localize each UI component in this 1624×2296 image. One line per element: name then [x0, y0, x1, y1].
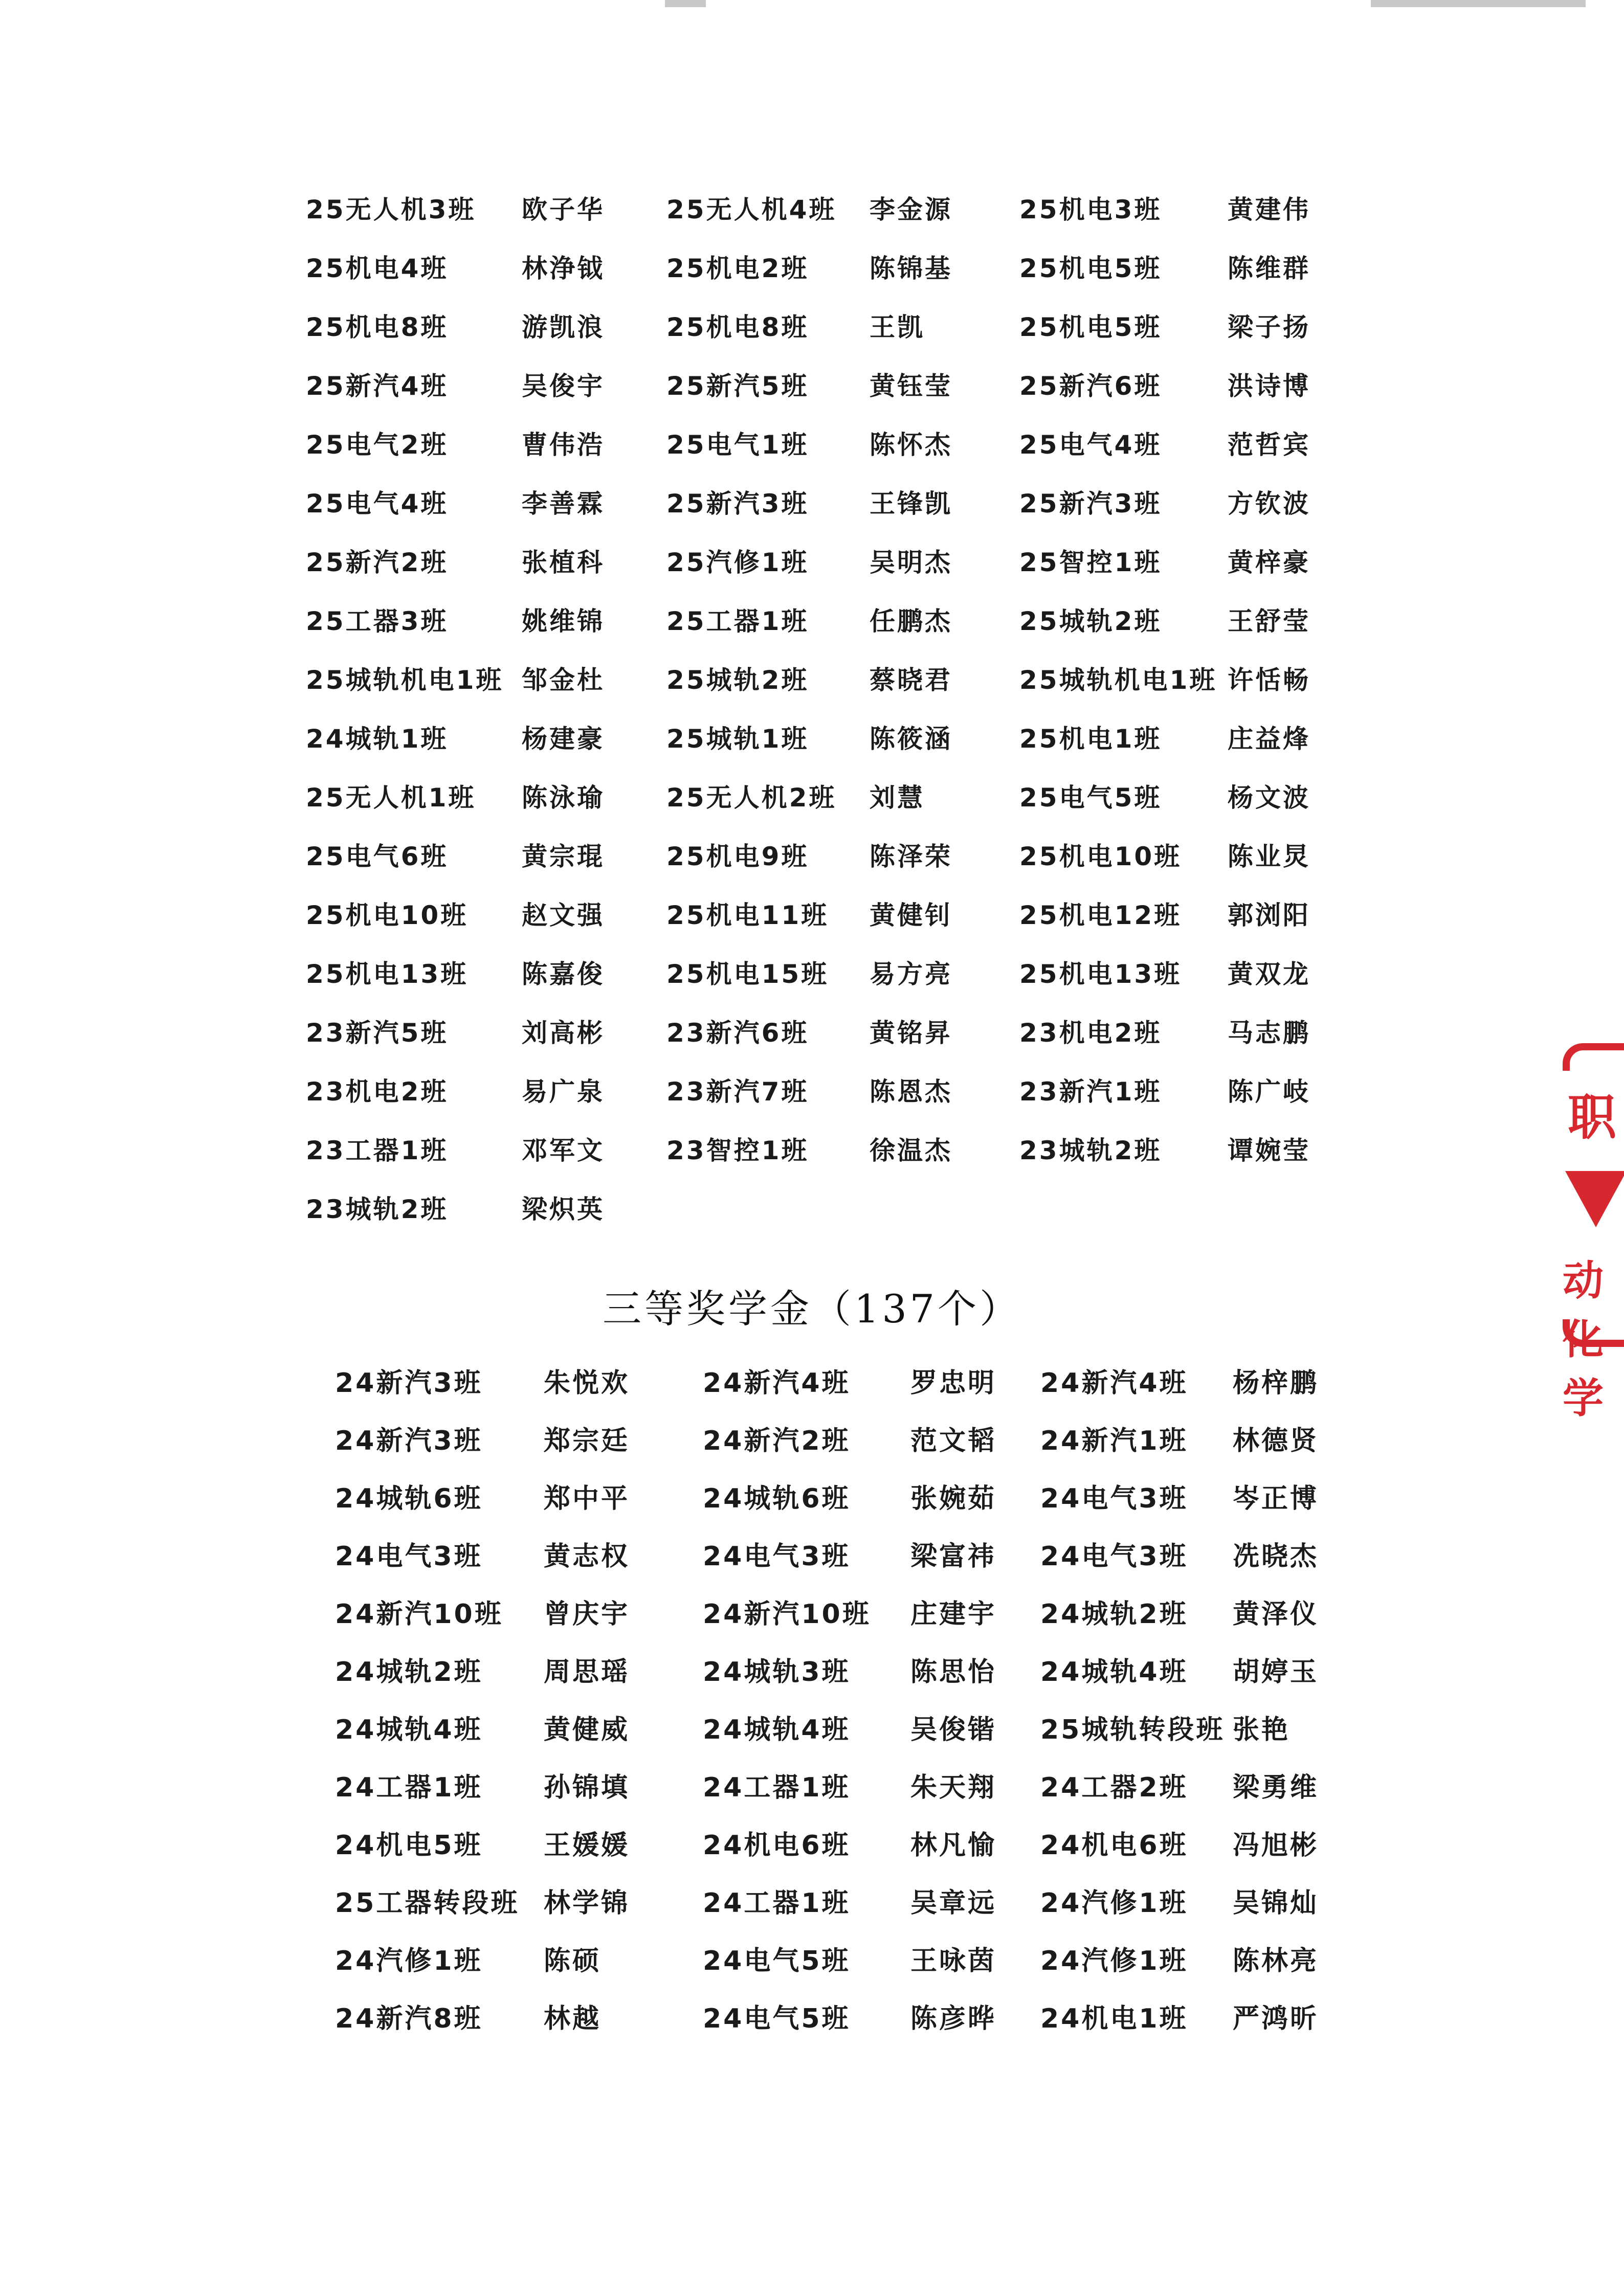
- student-name-cell: 张婉茹: [910, 1483, 997, 1514]
- class-cell: 23城轨2班: [1019, 1136, 1162, 1165]
- student-name-cell: 吴明杰: [870, 548, 952, 577]
- class-cell: 24电气3班: [335, 1541, 483, 1572]
- student-name-cell: 郑中平: [544, 1483, 630, 1514]
- student-name-cell: 任鹏杰: [870, 606, 952, 636]
- table-row: [0, 483, 1534, 524]
- official-seal: [1558, 1043, 1624, 1422]
- class-cell: 25工器1班: [666, 606, 809, 636]
- class-cell: 25新汽2班: [306, 548, 449, 577]
- class-cell: 24工器1班: [335, 1772, 483, 1803]
- student-name-cell: 黄志权: [544, 1541, 630, 1572]
- class-cell: 24新汽1班: [1040, 1426, 1188, 1456]
- student-name-cell: 范哲宾: [1228, 430, 1310, 460]
- student-name-cell: 胡婷玉: [1233, 1657, 1319, 1687]
- student-name-cell: 黄钰莹: [870, 371, 952, 401]
- class-cell: 25电气5班: [1019, 783, 1162, 813]
- table-row: [0, 542, 1534, 583]
- student-name-cell: 欧子华: [522, 195, 605, 224]
- class-cell: 24新汽4班: [703, 1368, 851, 1399]
- class-cell: 24新汽3班: [335, 1426, 483, 1456]
- student-name-cell: 范文韬: [910, 1426, 997, 1456]
- student-name-cell: 易方亮: [870, 959, 952, 989]
- student-name-cell: 杨建豪: [522, 724, 605, 754]
- class-cell: 25新汽3班: [1019, 489, 1162, 519]
- student-name-cell: 陈筱涵: [870, 724, 952, 754]
- student-name-cell: 梁富祎: [910, 1541, 997, 1572]
- class-cell: 24机电6班: [703, 1830, 851, 1861]
- table-row: [0, 1421, 1534, 1461]
- class-cell: 24工器2班: [1040, 1772, 1188, 1803]
- student-name-cell: 赵文强: [522, 901, 605, 930]
- class-cell: 25机电10班: [1019, 842, 1182, 871]
- table-row: [0, 1594, 1534, 1635]
- student-name-cell: 李金源: [870, 195, 952, 224]
- table-row: [0, 1709, 1534, 1750]
- student-name-cell: 陈广岐: [1228, 1077, 1310, 1107]
- student-name-cell: 吴锦灿: [1233, 1888, 1319, 1919]
- student-name-cell: 王舒莹: [1228, 606, 1310, 636]
- student-name-cell: 陈维群: [1228, 254, 1310, 283]
- class-cell: 25城轨机电1班: [306, 665, 504, 695]
- student-name-cell: 谭婉莹: [1228, 1136, 1310, 1165]
- class-cell: 25城轨2班: [1019, 606, 1162, 636]
- class-cell: 24机电6班: [1040, 1830, 1188, 1861]
- table-row: [0, 1767, 1534, 1808]
- class-cell: 24城轨2班: [1040, 1599, 1188, 1630]
- class-cell: 25城轨转段班: [1040, 1715, 1225, 1745]
- class-cell: 24新汽8班: [335, 2004, 483, 2034]
- table-row: [0, 954, 1534, 995]
- class-cell: 24电气3班: [1040, 1541, 1188, 1572]
- table-row: [0, 1071, 1534, 1112]
- student-name-cell: 罗忠明: [910, 1368, 997, 1399]
- table-row: [0, 1883, 1534, 1924]
- class-cell: 23工器1班: [306, 1136, 449, 1165]
- student-name-cell: 杨文波: [1228, 783, 1310, 813]
- class-cell: 25无人机3班: [306, 195, 476, 224]
- student-name-cell: 王媛媛: [544, 1830, 630, 1861]
- student-name-cell: 陈锦基: [870, 254, 952, 283]
- class-cell: 25电气4班: [306, 489, 449, 519]
- class-cell: 25机电9班: [666, 842, 809, 871]
- student-name-cell: 徐温杰: [870, 1136, 952, 1165]
- student-name-cell: 王凯: [870, 312, 925, 342]
- class-cell: 25机电8班: [666, 312, 809, 342]
- class-cell: 25城轨机电1班: [1019, 665, 1217, 695]
- table-row: [0, 718, 1534, 759]
- class-cell: 25机电13班: [306, 959, 469, 989]
- student-name-cell: 陈彦晔: [910, 2004, 997, 2034]
- student-name-cell: 林凡愉: [910, 1830, 997, 1861]
- table-row: [0, 601, 1534, 642]
- class-cell: 25电气4班: [1019, 430, 1162, 460]
- student-name-cell: 黄健威: [544, 1715, 630, 1745]
- table-row: [0, 248, 1534, 289]
- table-row: [0, 1130, 1534, 1171]
- class-cell: 25机电11班: [666, 901, 829, 930]
- class-cell: 24城轨2班: [335, 1657, 483, 1687]
- student-name-cell: 曾庆宇: [544, 1599, 630, 1630]
- table-row: [0, 1189, 1534, 1230]
- student-name-cell: 马志鹏: [1228, 1018, 1310, 1048]
- student-name-cell: 陈泳瑜: [522, 783, 605, 813]
- student-name-cell: 林浄钺: [522, 254, 605, 283]
- seal-text-bottom: 动化学: [1563, 1256, 1601, 1422]
- student-name-cell: 林德贤: [1233, 1426, 1319, 1456]
- student-name-cell: 庄建宇: [910, 1599, 997, 1630]
- class-cell: 23机电2班: [1019, 1018, 1162, 1048]
- class-cell: 23智控1班: [666, 1136, 809, 1165]
- class-cell: 25汽修1班: [666, 548, 809, 577]
- student-name-cell: 黄建伟: [1228, 195, 1310, 224]
- student-name-cell: 姚维锦: [522, 606, 605, 636]
- class-cell: 23新汽7班: [666, 1077, 809, 1107]
- class-cell: 24汽修1班: [1040, 1888, 1188, 1919]
- student-name-cell: 陈思怡: [910, 1657, 997, 1687]
- class-cell: 25机电3班: [1019, 195, 1162, 224]
- student-name-cell: 林越: [544, 2004, 602, 2034]
- student-name-cell: 吴章远: [910, 1888, 997, 1919]
- student-name-cell: 林学锦: [544, 1888, 630, 1919]
- student-name-cell: 杨梓鹏: [1233, 1368, 1319, 1399]
- seal-border: [1563, 1319, 1624, 1347]
- class-cell: 24城轨4班: [335, 1715, 483, 1745]
- table-row: [0, 1652, 1534, 1693]
- table-row: [0, 424, 1534, 465]
- class-cell: 25无人机2班: [666, 783, 837, 813]
- student-name-cell: 方钦波: [1228, 489, 1310, 519]
- class-cell: 24电气3班: [1040, 1483, 1188, 1514]
- table-row: [0, 1825, 1534, 1866]
- table-row: [0, 366, 1534, 407]
- third-prize-title: 三等奖学金（137个）: [602, 1286, 1022, 1332]
- class-cell: 24电气5班: [703, 2004, 851, 2034]
- student-name-cell: 周思瑶: [544, 1657, 630, 1687]
- class-cell: 24城轨1班: [306, 724, 449, 754]
- student-name-cell: 郑宗廷: [544, 1426, 630, 1456]
- class-cell: 24电气5班: [703, 1946, 851, 1976]
- class-cell: 25城轨1班: [666, 724, 809, 754]
- student-name-cell: 游凯浪: [522, 312, 605, 342]
- student-name-cell: 李善霖: [522, 489, 605, 519]
- class-cell: 24城轨4班: [703, 1715, 851, 1745]
- class-cell: 25机电8班: [306, 312, 449, 342]
- table-row: [0, 1363, 1534, 1404]
- student-name-cell: 黄铭昇: [870, 1018, 952, 1048]
- table-row: [0, 1478, 1534, 1519]
- table-row: [0, 1536, 1534, 1577]
- student-name-cell: 陈硕: [544, 1946, 602, 1976]
- class-cell: 25新汽4班: [306, 371, 449, 401]
- class-cell: 24汽修1班: [1040, 1946, 1188, 1976]
- seal-text-top: 职: [1568, 1089, 1617, 1146]
- student-name-cell: 孙锦填: [544, 1772, 630, 1803]
- class-cell: 23新汽5班: [306, 1018, 449, 1048]
- class-cell: 24新汽2班: [703, 1426, 851, 1456]
- class-cell: 24新汽10班: [335, 1599, 503, 1630]
- student-name-cell: 陈恩杰: [870, 1077, 952, 1107]
- student-name-cell: 易广泉: [522, 1077, 605, 1107]
- class-cell: 25工器转段班: [335, 1888, 520, 1919]
- class-cell: 24城轨6班: [335, 1483, 483, 1514]
- class-cell: 24城轨6班: [703, 1483, 851, 1514]
- class-cell: 24电气3班: [703, 1541, 851, 1572]
- student-name-cell: 吴俊宇: [522, 371, 605, 401]
- seal-star-icon: [1565, 1171, 1624, 1227]
- student-name-cell: 张艳: [1233, 1715, 1291, 1745]
- student-name-cell: 庄益烽: [1228, 724, 1310, 754]
- table-row: [0, 307, 1534, 348]
- class-cell: 24工器1班: [703, 1772, 851, 1803]
- class-cell: 25电气1班: [666, 430, 809, 460]
- class-cell: 25机电15班: [666, 959, 829, 989]
- class-cell: 24城轨3班: [703, 1657, 851, 1687]
- student-name-cell: 蔡晓君: [870, 665, 952, 695]
- student-name-cell: 张植科: [522, 548, 605, 577]
- student-name-cell: 陈业炅: [1228, 842, 1310, 871]
- student-name-cell: 吴俊锴: [910, 1715, 997, 1745]
- table-row: [0, 1941, 1534, 1982]
- class-cell: 24新汽4班: [1040, 1368, 1188, 1399]
- class-cell: 24汽修1班: [335, 1946, 483, 1976]
- table-row: [0, 1998, 1534, 2039]
- class-cell: 23新汽1班: [1019, 1077, 1162, 1107]
- student-name-cell: 王锋凯: [870, 489, 952, 519]
- student-name-cell: 黄梓豪: [1228, 548, 1310, 577]
- class-cell: 25电气2班: [306, 430, 449, 460]
- table-row: [0, 777, 1534, 818]
- class-cell: 24机电1班: [1040, 2004, 1188, 2034]
- class-cell: 24新汽3班: [335, 1368, 483, 1399]
- student-name-cell: 邹金杜: [522, 665, 605, 695]
- student-name-cell: 黄双龙: [1228, 959, 1310, 989]
- class-cell: 25智控1班: [1019, 548, 1162, 577]
- class-cell: 25机电4班: [306, 254, 449, 283]
- student-name-cell: 黄宗琨: [522, 842, 605, 871]
- class-cell: 25新汽6班: [1019, 371, 1162, 401]
- class-cell: 25电气6班: [306, 842, 449, 871]
- student-name-cell: 冯旭彬: [1233, 1830, 1319, 1861]
- student-name-cell: 邓军文: [522, 1136, 605, 1165]
- student-name-cell: 陈林亮: [1233, 1946, 1319, 1976]
- class-cell: 25城轨2班: [666, 665, 809, 695]
- class-cell: 24工器1班: [703, 1888, 851, 1919]
- class-cell: 25新汽3班: [666, 489, 809, 519]
- class-cell: 23机电2班: [306, 1077, 449, 1107]
- student-name-cell: 陈嘉俊: [522, 959, 605, 989]
- class-cell: 25机电2班: [666, 254, 809, 283]
- seal-border: [1563, 1043, 1624, 1071]
- class-cell: 25新汽5班: [666, 371, 809, 401]
- student-name-cell: 曹伟浩: [522, 430, 605, 460]
- class-cell: 24新汽10班: [703, 1599, 871, 1630]
- student-name-cell: 王咏茵: [910, 1946, 997, 1976]
- class-cell: 25机电10班: [306, 901, 469, 930]
- student-name-cell: 陈泽荣: [870, 842, 952, 871]
- student-name-cell: 朱悦欢: [544, 1368, 630, 1399]
- student-name-cell: 冼晓杰: [1233, 1541, 1319, 1572]
- student-name-cell: 刘慧: [870, 783, 925, 813]
- class-cell: 25机电12班: [1019, 901, 1182, 930]
- student-name-cell: 黄健钊: [870, 901, 952, 930]
- class-cell: 23新汽6班: [666, 1018, 809, 1048]
- table-row: [0, 1012, 1534, 1053]
- scan-mark: [665, 0, 706, 7]
- table-row: [0, 895, 1534, 936]
- student-name-cell: 朱天翔: [910, 1772, 997, 1803]
- table-row: [0, 660, 1534, 701]
- student-name-cell: 郭浏阳: [1228, 901, 1310, 930]
- class-cell: 23城轨2班: [306, 1195, 449, 1224]
- table-row: [0, 836, 1534, 877]
- class-cell: 24机电5班: [335, 1830, 483, 1861]
- class-cell: 25机电1班: [1019, 724, 1162, 754]
- class-cell: 25机电5班: [1019, 312, 1162, 342]
- class-cell: 25工器3班: [306, 606, 449, 636]
- student-name-cell: 许恬畅: [1228, 665, 1310, 695]
- class-cell: 25无人机4班: [666, 195, 837, 224]
- scan-mark: [1371, 0, 1586, 7]
- student-name-cell: 梁子扬: [1228, 312, 1310, 342]
- class-cell: 25机电13班: [1019, 959, 1182, 989]
- class-cell: 25无人机1班: [306, 783, 476, 813]
- class-cell: 25机电5班: [1019, 254, 1162, 283]
- student-name-cell: 梁炽英: [522, 1195, 605, 1224]
- student-name-cell: 刘高彬: [522, 1018, 605, 1048]
- student-name-cell: 黄泽仪: [1233, 1599, 1319, 1630]
- table-row: [0, 189, 1534, 230]
- student-name-cell: 严鸿昕: [1233, 2004, 1319, 2034]
- student-name-cell: 洪诗博: [1228, 371, 1310, 401]
- student-name-cell: 岑正博: [1233, 1483, 1319, 1514]
- student-name-cell: 梁勇维: [1233, 1772, 1319, 1803]
- class-cell: 24城轨4班: [1040, 1657, 1188, 1687]
- student-name-cell: 陈怀杰: [870, 430, 952, 460]
